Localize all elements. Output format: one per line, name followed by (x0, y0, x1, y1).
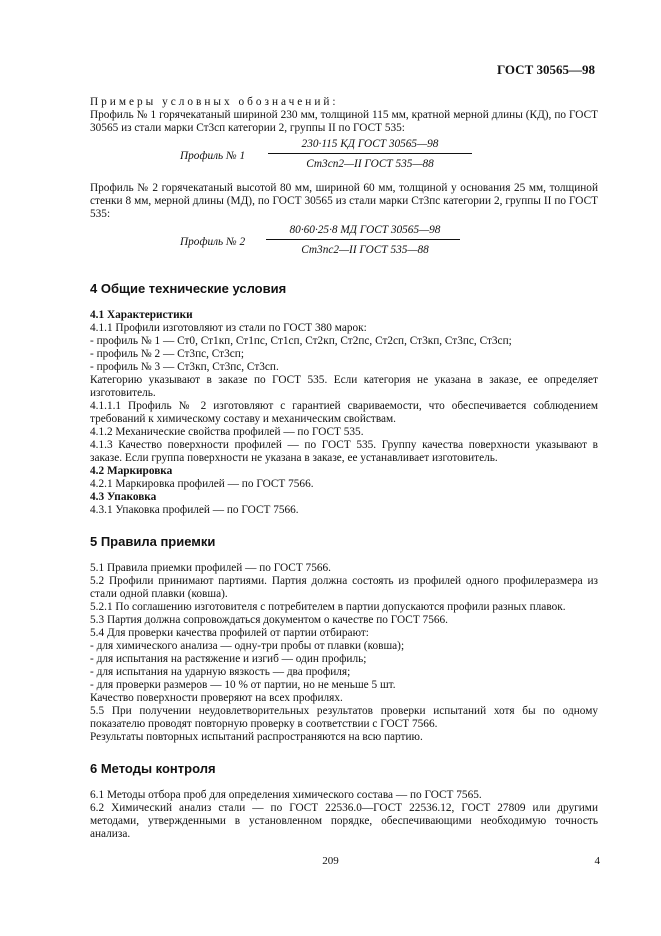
para-category: Категорию указывают в заказе по ГОСТ 535. Если категория не указана в заказе, ее определяет изготовитель. (90, 374, 598, 399)
para-4-1-1: 4.1.1 Профили изготовляют из стали по ГОСТ 380 марок: (90, 322, 367, 334)
example1-denominator: Ст3сп2—II ГОСТ 535—88 (306, 158, 434, 170)
example1-formula (90, 138, 598, 178)
para-4-1-3: 4.1.3 Качество поверхности профилей — по ГОСТ 535. Группу качества поверхности указывают в заказе. Если группа поверхности не указана в заказе, ее устанавливает изготовитель. (90, 439, 598, 464)
para-6-2: 6.2 Химический анализ стали — по ГОСТ 22536.0—ГОСТ 22536.12, ГОСТ 27809 или другими методами, утвержденными в установленном порядке, обеспечивающими необходимую точность анализа. (90, 802, 598, 840)
para-4-1-2: 4.1.2 Механические свойства профилей — по ГОСТ 535. (90, 426, 364, 438)
section-6-title: 6 Методы контроля (90, 761, 216, 776)
para-4-3-1: 4.3.1 Упаковка профилей — по ГОСТ 7566. (90, 504, 299, 516)
list-item: - для испытания на ударную вязкость — два профиля; (90, 666, 351, 678)
example2-label: Профиль № 2 (180, 236, 246, 248)
list-item: - профиль № 1 — Ст0, Ст1кп, Ст1пс, Ст1сп, Ст2кп, Ст2пс, Ст2сп, Ст3кп, Ст3пс, Ст3сп; (90, 335, 512, 347)
section-5-title: 5 Правила приемки (90, 534, 216, 549)
para-repeat: Результаты повторных испытаний распространяются на всю партию. (90, 731, 423, 743)
example2-denominator: Ст3пс2—II ГОСТ 535—88 (301, 244, 429, 256)
example1-text: Профиль № 1 горячекатаный шириной 230 мм, толщиной 115 мм, кратной мерной длины (КД), по ГОСТ 30565 из стали марки Ст3сп категории 2, группы II по ГОСТ 535: (90, 109, 598, 134)
para-5-1: 5.1 Правила приемки профилей — по ГОСТ 7566. (90, 562, 331, 574)
para-5-2-1: 5.2.1 По соглашению изготовителя с потребителем в партии допускаются профили разных плавок. (90, 601, 566, 613)
document-body (90, 96, 598, 841)
para-4-2-1: 4.2.1 Маркировка профилей — по ГОСТ 7566. (90, 478, 314, 490)
section-4-title: 4 Общие технические условия (90, 281, 287, 296)
para-5-2: 5.2 Профили принимают партиями. Партия должна состоять из профилей одного профилеразмера из стали одной плавки (ковша). (90, 575, 598, 600)
list-item: - профиль № 2 — Ст3пс, Ст3сп; (90, 348, 244, 360)
example1-numerator: 230·115 КД ГОСТ 30565—98 (301, 138, 439, 150)
document-code: ГОСТ 30565—98 (496, 62, 595, 77)
fraction-line (266, 239, 460, 240)
examples-title: Примеры условных обозначений: (90, 96, 339, 108)
heading-4-3: 4.3 Упаковка (90, 491, 157, 503)
para-6-1: 6.1 Методы отбора проб для определения химического состава — по ГОСТ 7565. (90, 789, 482, 801)
para-5-5: 5.5 При получении неудовлетворительных результатов проверки испытаний хотя бы по одному показателю проводят повторную проверку в соответствии с ГОСТ 7566. (90, 705, 598, 730)
example2-text: Профиль № 2 горячекатаный высотой 80 мм, шириной 60 мм, толщиной у основания 25 мм, толщиной стенки 8 мм, мерной длины (МД), по ГОСТ 30565 из стали марки Ст3пс категории 2, группы II по ГОСТ 535: (90, 182, 598, 220)
example2-formula (90, 224, 598, 264)
para-4-1-1-1: 4.1.1.1 Профиль № 2 изготовляют с гарантией свариваемости, что обеспечивается соблюдением требований к химическому составу и механическим свойствам. (90, 400, 598, 425)
list-item: - для проверки размеров — 10 % от партии, но не меньше 5 шт. (90, 679, 396, 691)
list-item: - профиль № 3 — Ст3кп, Ст3пс, Ст3сп. (90, 361, 279, 373)
para-surface: Качество поверхности проверяют на всех профилях. (90, 692, 343, 704)
para-5-4: 5.4 Для проверки качества профилей от партии отбирают: (90, 627, 369, 639)
para-5-3: 5.3 Партия должна сопровождаться документом о качестве по ГОСТ 7566. (90, 614, 448, 626)
example2-numerator: 80·60·25·8 МД ГОСТ 30565—98 (289, 224, 441, 236)
sheet-number: 4 (594, 855, 600, 867)
example1-label: Профиль № 1 (180, 150, 246, 162)
list-item: - для химического анализа — одну-три пробы от плавки (ковша); (90, 640, 405, 652)
heading-4-1: 4.1 Характеристики (90, 309, 193, 321)
list-item: - для испытания на растяжение и изгиб — один профиль; (90, 653, 367, 665)
fraction-line (268, 153, 472, 154)
page-number: 209 (322, 855, 339, 867)
heading-4-2: 4.2 Маркировка (90, 465, 173, 477)
